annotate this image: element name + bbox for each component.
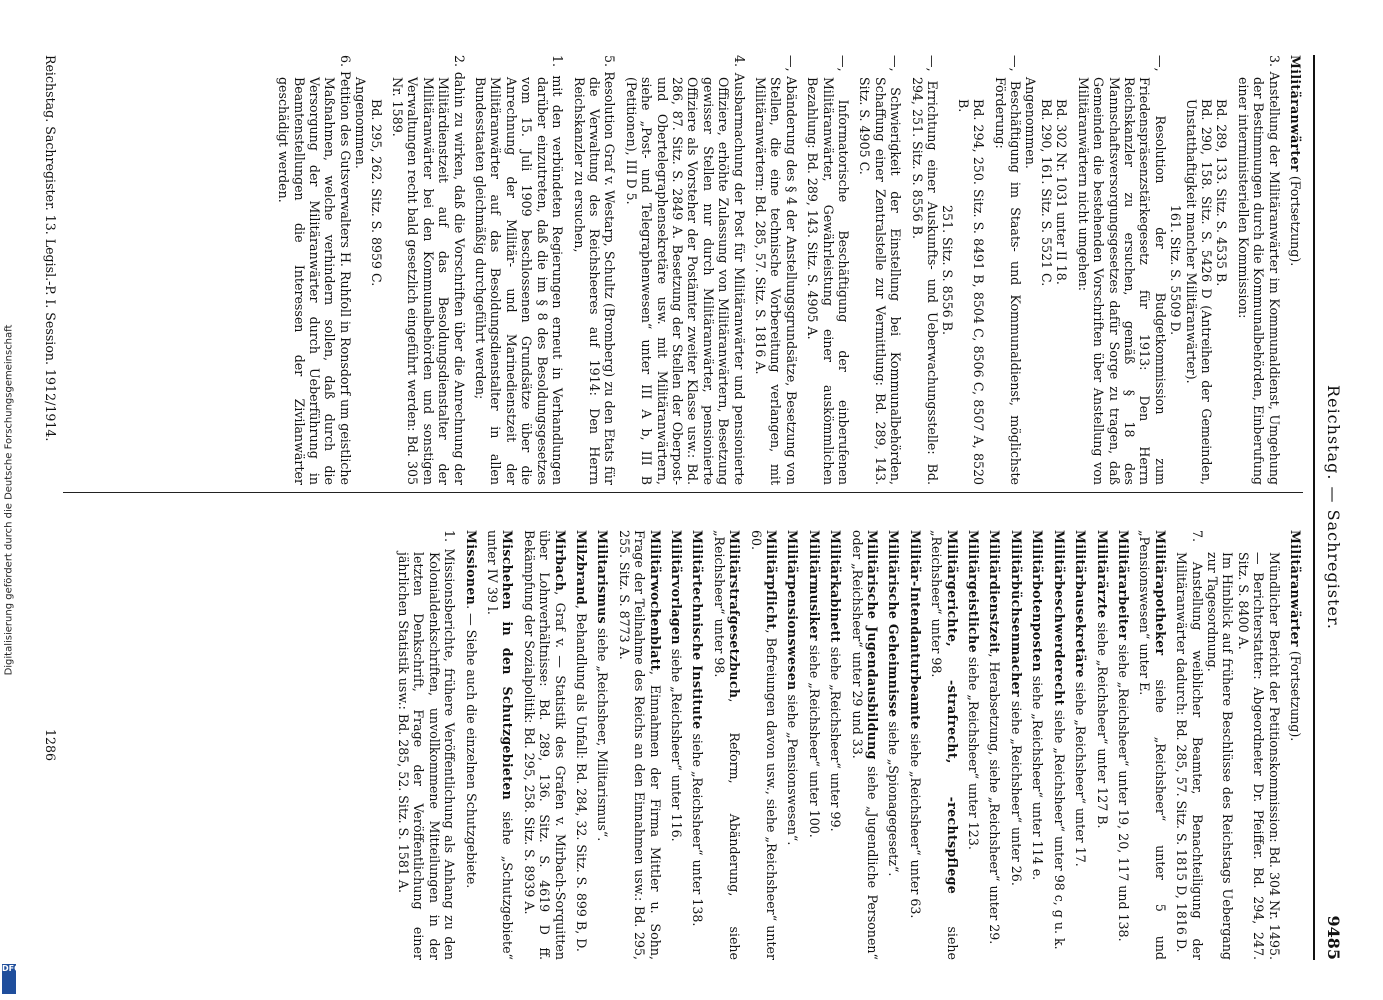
entry-text: . — Siehe auch die einzelnen Schutzgebiete. xyxy=(463,605,479,889)
index-entry xyxy=(485,530,516,960)
entry-keyword: Militärapotheker xyxy=(1152,530,1168,656)
entry-keyword: Militärkabinett xyxy=(828,530,844,643)
entry-keyword: Militäranwärter xyxy=(1288,55,1303,172)
entry-keyword: Militärbotenposten xyxy=(1030,530,1046,672)
entry-keyword: Militärtechnische Institute xyxy=(690,530,706,730)
entry-keyword: Militärdienstzeit xyxy=(987,530,1003,654)
index-entry xyxy=(987,530,1002,960)
left-column xyxy=(63,55,1303,485)
entry-keyword: Mirbach xyxy=(552,530,568,592)
reference-line: 161. Sitz. S. 5509 D. xyxy=(1168,204,1184,336)
index-entry xyxy=(669,530,684,960)
entry-keyword: Militärpensionswesen xyxy=(785,530,801,691)
entry-text: siehe „Schutzgebiete“ unter IV 39 l. xyxy=(484,530,516,960)
index-entry xyxy=(1116,530,1131,960)
index-entry xyxy=(711,530,742,960)
entry-text: siehe „Reichsheer, Militarismus“. xyxy=(595,623,611,842)
entry-keyword: Militär-Intendanturbeamte xyxy=(907,530,923,730)
footer-source: Reichstag. Sachregister. 13. Legisl.-P. I. Session. 1912/1914. xyxy=(43,55,58,442)
entry-text: , Befreiungen davon usw., siehe „Reichsheer“ unter 60. xyxy=(748,530,780,960)
entry-text: siehe „Reichsheer“ unter 19, 20, 117 und 138. xyxy=(1115,640,1131,942)
sub-entry: —, Beschäftigung im Staats- und Kommunaldienst, möglichste Förderung: xyxy=(992,55,1024,485)
running-title: Reichstag. — Sachregister. xyxy=(1324,385,1343,630)
entry-text: siehe „Spionagegesetz“. xyxy=(886,717,902,877)
index-entry xyxy=(521,530,567,960)
reference-line: Bd. 295, 262. Sitz. S. 8959 C. xyxy=(368,99,384,287)
reference-line: Bd. 290, 158. Sitz. S. 5426 D (Antreihen der Gemeinden, Unstatthaftigkeit mancher Militäranwärter). xyxy=(1183,99,1214,485)
index-entry xyxy=(929,530,960,960)
index-entry xyxy=(1288,530,1303,960)
index-entry xyxy=(748,530,779,960)
entry-text: siehe „Reichsheer“ unter 100. xyxy=(806,640,822,838)
index-entry xyxy=(966,530,981,960)
entry-text: siehe „Reichsheer“ unter 98 c, g u. k. xyxy=(1051,705,1067,950)
entry-keyword: Militarismus xyxy=(595,530,611,624)
entry-keyword: Militärische Geheimnisse xyxy=(886,530,902,718)
entry-keyword: Militärische Jugendausbildung xyxy=(865,530,881,760)
sub-entry: 6. Petition des Gutsverwalters H. Ruhfoll in Ronsdorf um geistliche Maßnahmen, welche verhindern sollen, daß durch die Versorgung der Militäranwärter durch Ueberführung in Beamtenstellungen die Interessen der Zivilanwärter geschädigt werden. xyxy=(276,55,353,485)
entry-keyword: Militärvorlagen xyxy=(669,530,684,645)
sub-entry: 3. Anstellung der Militäranwärter im Kommunaldienst, Umgehung der Bestimmungen durch die Kommunalbehörden, Einberufung einer interministeriellen Kommission: xyxy=(1235,55,1282,485)
entry-text: siehe „Reichsheer“ unter 123. xyxy=(966,652,982,850)
page-header xyxy=(1315,55,1343,960)
entry-text: , Einnahmen der Firma Mittler u. Sohn, Frage der Teilnahme des Reichs an den Einnahmen usw.: Bd. 295, 255. Sitz. S. 8773 A. xyxy=(616,530,663,960)
entry-keyword: Militärbausekretäre xyxy=(1073,530,1089,678)
entry-keyword: Militärmusiker xyxy=(806,530,822,641)
index-entry xyxy=(690,530,705,960)
sub-entry: 5. Resolution Graf v. Westarp, Schultz (Bromberg) zu den Etats für die Verwaltung des Reichsheeres auf 1914: Den Herrn Reichskanzler zu ersuchen, xyxy=(571,55,618,485)
entry-keyword: Missionen xyxy=(463,530,479,606)
entry-text: siehe „Reichsheer“ unter 5 und „Pensionswesen“ unter E. xyxy=(1137,530,1168,960)
funding-note: Digitalisierung gefördert durch die Deutsche Forschungsgemeinschaft xyxy=(3,324,15,676)
index-entry xyxy=(1137,530,1168,960)
entry-text: (Fortsetzung). xyxy=(1288,171,1303,267)
sub-entry: —, Schwierigkeit der Einstellung bei Kommunalbehörden, Schaffung einer Zentralstelle zur Vermittlung: Bd. 289, 143. Sitz. S. 4905 C. xyxy=(857,55,904,485)
entry-text: , Reform, Abänderung, siehe „Reichsheer“ unter 98. xyxy=(711,530,743,960)
entry-text: , Graf v. — Statistik des Grafen v. Mirbach-Sorquitten über Lohnverhältnisse: Bd. 289, 136. Sitz. S. 4619 D ff. Bekämpfung der Sozialpolitik: Bd. 295, 258. Sitz. S. 8939 A. xyxy=(521,530,568,960)
header-rule xyxy=(1313,55,1315,960)
entry-text: , Herabsetzung, siehe „Reichsheer“ unter 29. xyxy=(987,653,1003,945)
entry-text: siehe „Pensionswesen“. xyxy=(785,690,801,846)
sub-entry: 1. Missionsberichte, frühere Veröffentlichung als Anhang zu den Kolonialdenkschriften, unvollkommene Mitteilungen in der letzten Denkschrift, Frage der Veröffentlichung einer jährlichen Statistik usw.: Bd. 285, 52. Sitz. S. 1581 A. xyxy=(395,530,458,960)
dfg-logo: DFG xyxy=(2,964,16,994)
entry-keyword: Militärärzte xyxy=(1094,530,1110,619)
sub-entry: Mündlicher Bericht der Petitionskommission: Bd. 304 Nr. 1495. — Berichterstatter: Abgeordneter Dr. Pfeiffer. Bd. 294, 247. Sitz. S. 8400 A. xyxy=(1235,552,1282,960)
entry-text: siehe „Reichsheer“ unter 26. xyxy=(1008,696,1024,886)
sub-entry: Angenommen. xyxy=(353,77,369,169)
index-entry xyxy=(595,530,610,960)
sub-entry: 1. mit den verbündeten Regierungen erneut in Verhandlungen darüber einzutreten, daß die im § 8 des Besoldungsgesetzes vom 15. Juli 1909 beschlossenen Grundsätze über die Anrechnung der Militär- und Marinedienstzeit der Militäranwärter auf das Besoldungsdienstalter in allen Bundesstaaten gleichmäßig durchgeführt werden; xyxy=(473,55,566,485)
entry-text: siehe „Reichsheer“ unter 127 B. xyxy=(1094,618,1110,829)
entry-text: siehe „Reichsheer“ unter 116. xyxy=(669,644,684,842)
index-entry xyxy=(1094,530,1109,960)
sub-entry: 4. Ausbarmachung der Post für Militäranwärter und pensionierte Offiziere, erhöhte Zulassung von Militäranwärtern, Besetzung gewisser Stellen nur durch Militäranwärter, pensionierte Offiziere als Vorsteher der Postämter zweiter Klasse usw.: Bd. 286, 87. Sitz. S. 2849 A. Besetzung der Stellen der Oberpost- und Obertelegraphensekretäre usw. mit Militäranwärtern, siehe „Post- und Telegraphenwesen“ unter III A b, III B (Petitionen), III D 5. xyxy=(623,55,747,485)
index-entry xyxy=(828,530,843,960)
entry-keyword: Militärgerichte, -strafrecht, -rechtspflege xyxy=(944,530,960,895)
page-number: 9485 xyxy=(1324,915,1343,960)
sub-entry: —, Informatorische Beschäftigung der einberufenen Militäranwärter, Gewährleistung einer auskömmlichen Bezahlung: Bd. 289, 143. Sitz. S. 4905 A. xyxy=(805,55,852,485)
entry-text: , Behandlung als Unfall: Bd. 284, 32. Sitz. S. 899 B, D. xyxy=(573,604,589,952)
entry-keyword: Militärarbeiter xyxy=(1115,530,1131,641)
index-entry xyxy=(907,530,922,960)
entry-keyword: Mischehen in den Schutzgebieten xyxy=(500,530,516,801)
reference-line: Bd. 294, 250. Sitz. S. 8491 B, 8504 C, 8506 C, 8507 A, 8520 B. xyxy=(955,99,987,485)
sub-entry: 7. Anstellung weiblicher Beamter, Benachteiligung der Militäranwärter dadurch: Bd. 285, 57. Sitz. S. 1815 D, 1816 D. xyxy=(1174,530,1205,960)
index-entry xyxy=(463,530,478,960)
entry-keyword: Militärpflicht xyxy=(764,530,780,630)
index-entry xyxy=(806,530,821,960)
index-entry xyxy=(574,530,589,960)
entry-keyword: Militärbüchsenmacher xyxy=(1008,530,1024,697)
entry-text: siehe „Reichsheer“ unter 98. xyxy=(929,530,960,960)
sub-entry: —, Errichtung einer Auskunfts- und Ueberwachungsstelle: Bd. 294, 251. Sitz. S. 8556 B. xyxy=(909,55,941,485)
entry-keyword: Militärbeschwerderecht xyxy=(1051,530,1067,706)
reference-line: 251. Sitz. S. 8556 B. xyxy=(940,205,956,335)
index-entry xyxy=(616,530,662,960)
entry-text: (Fortsetzung). xyxy=(1288,646,1303,742)
sub-entry: —, Resolution der Budgetkommission zum Friedenspräsenzstärkegesetz für 1913: Den Herrn Reichskanzler zu ersuchen, gemäß § 18 des Mannschaftsversorgungsgesetzes dafür Sorge zu tragen, daß Gemeinden die bestehenden Vorschriften über Anstellung von Militäranwärtern nicht umgehen: xyxy=(1075,55,1168,485)
index-entry xyxy=(1288,55,1303,485)
index-entry xyxy=(886,530,901,960)
entry-text: siehe „Reichsheer“ unter 114 e. xyxy=(1030,671,1046,881)
entry-keyword: Militäranwärter xyxy=(1288,530,1303,647)
sub-entry: Im Hinblick auf frühere Beschlüsse des Reichstags Uebergang zur Tagesordnung. xyxy=(1204,552,1236,960)
index-entry xyxy=(1009,530,1024,960)
entry-text: siehe „Reichsheer“ unter 99. xyxy=(828,642,844,832)
index-entry xyxy=(1073,530,1088,960)
sub-entry: —, Abänderung des § 4 der Anstellungsgrundsätze, Besetzung von Stellen, die eine technische Vorbereitung verlangen, mit Militäranwärtern: Bd. 285, 57. Sitz. S. 1816 A. xyxy=(753,55,799,485)
reference-line: Bd. 302 Nr. 1031 unter II 18. xyxy=(1054,99,1070,285)
entry-text: siehe „Reichsheer“ unter 17. xyxy=(1073,677,1089,867)
index-entry xyxy=(1051,530,1066,960)
index-entry xyxy=(1030,530,1045,960)
entry-keyword: Militärgeistliche xyxy=(966,530,982,653)
entry-keyword: Milzbrand xyxy=(573,530,589,605)
reference-line: Bd. 290, 161. Sitz. S. 5521 C. xyxy=(1038,99,1054,287)
footer-sheet-number: 1286 xyxy=(43,728,58,762)
index-entry xyxy=(849,530,880,960)
entry-text: siehe „Reichsheer“ unter 138. xyxy=(690,729,706,927)
entry-keyword: Militärstrafgesetzbuch xyxy=(727,530,743,699)
entry-keyword: Militärwochenblatt xyxy=(647,530,663,671)
reference-line: Bd. 289, 133. Sitz. S. 4535 B. xyxy=(1214,99,1230,287)
entry-text: siehe „Reichsheer“ unter 63. xyxy=(907,729,923,919)
index-entry xyxy=(785,530,800,960)
right-column xyxy=(63,530,1303,960)
sub-entry: 2. dahin zu wirken, daß die Vorschriften über die Anrechnung der Militärdienstzeit auf das Besoldungsdienstalter der Militäranwärter bei den Kommunalbehörden und sonstigen Verwaltungen recht bald gesetzlich eingeführt werden: Bd. 305 Nr. 1589. xyxy=(390,55,467,485)
digitization-sidebar xyxy=(0,0,21,1000)
sub-entry: Angenommen. xyxy=(1023,77,1039,169)
column-divider xyxy=(63,492,1303,493)
entry-text: siehe „Jugendliche Personen“ oder „Reichsheer“ unter 29 und 33. xyxy=(849,530,881,960)
